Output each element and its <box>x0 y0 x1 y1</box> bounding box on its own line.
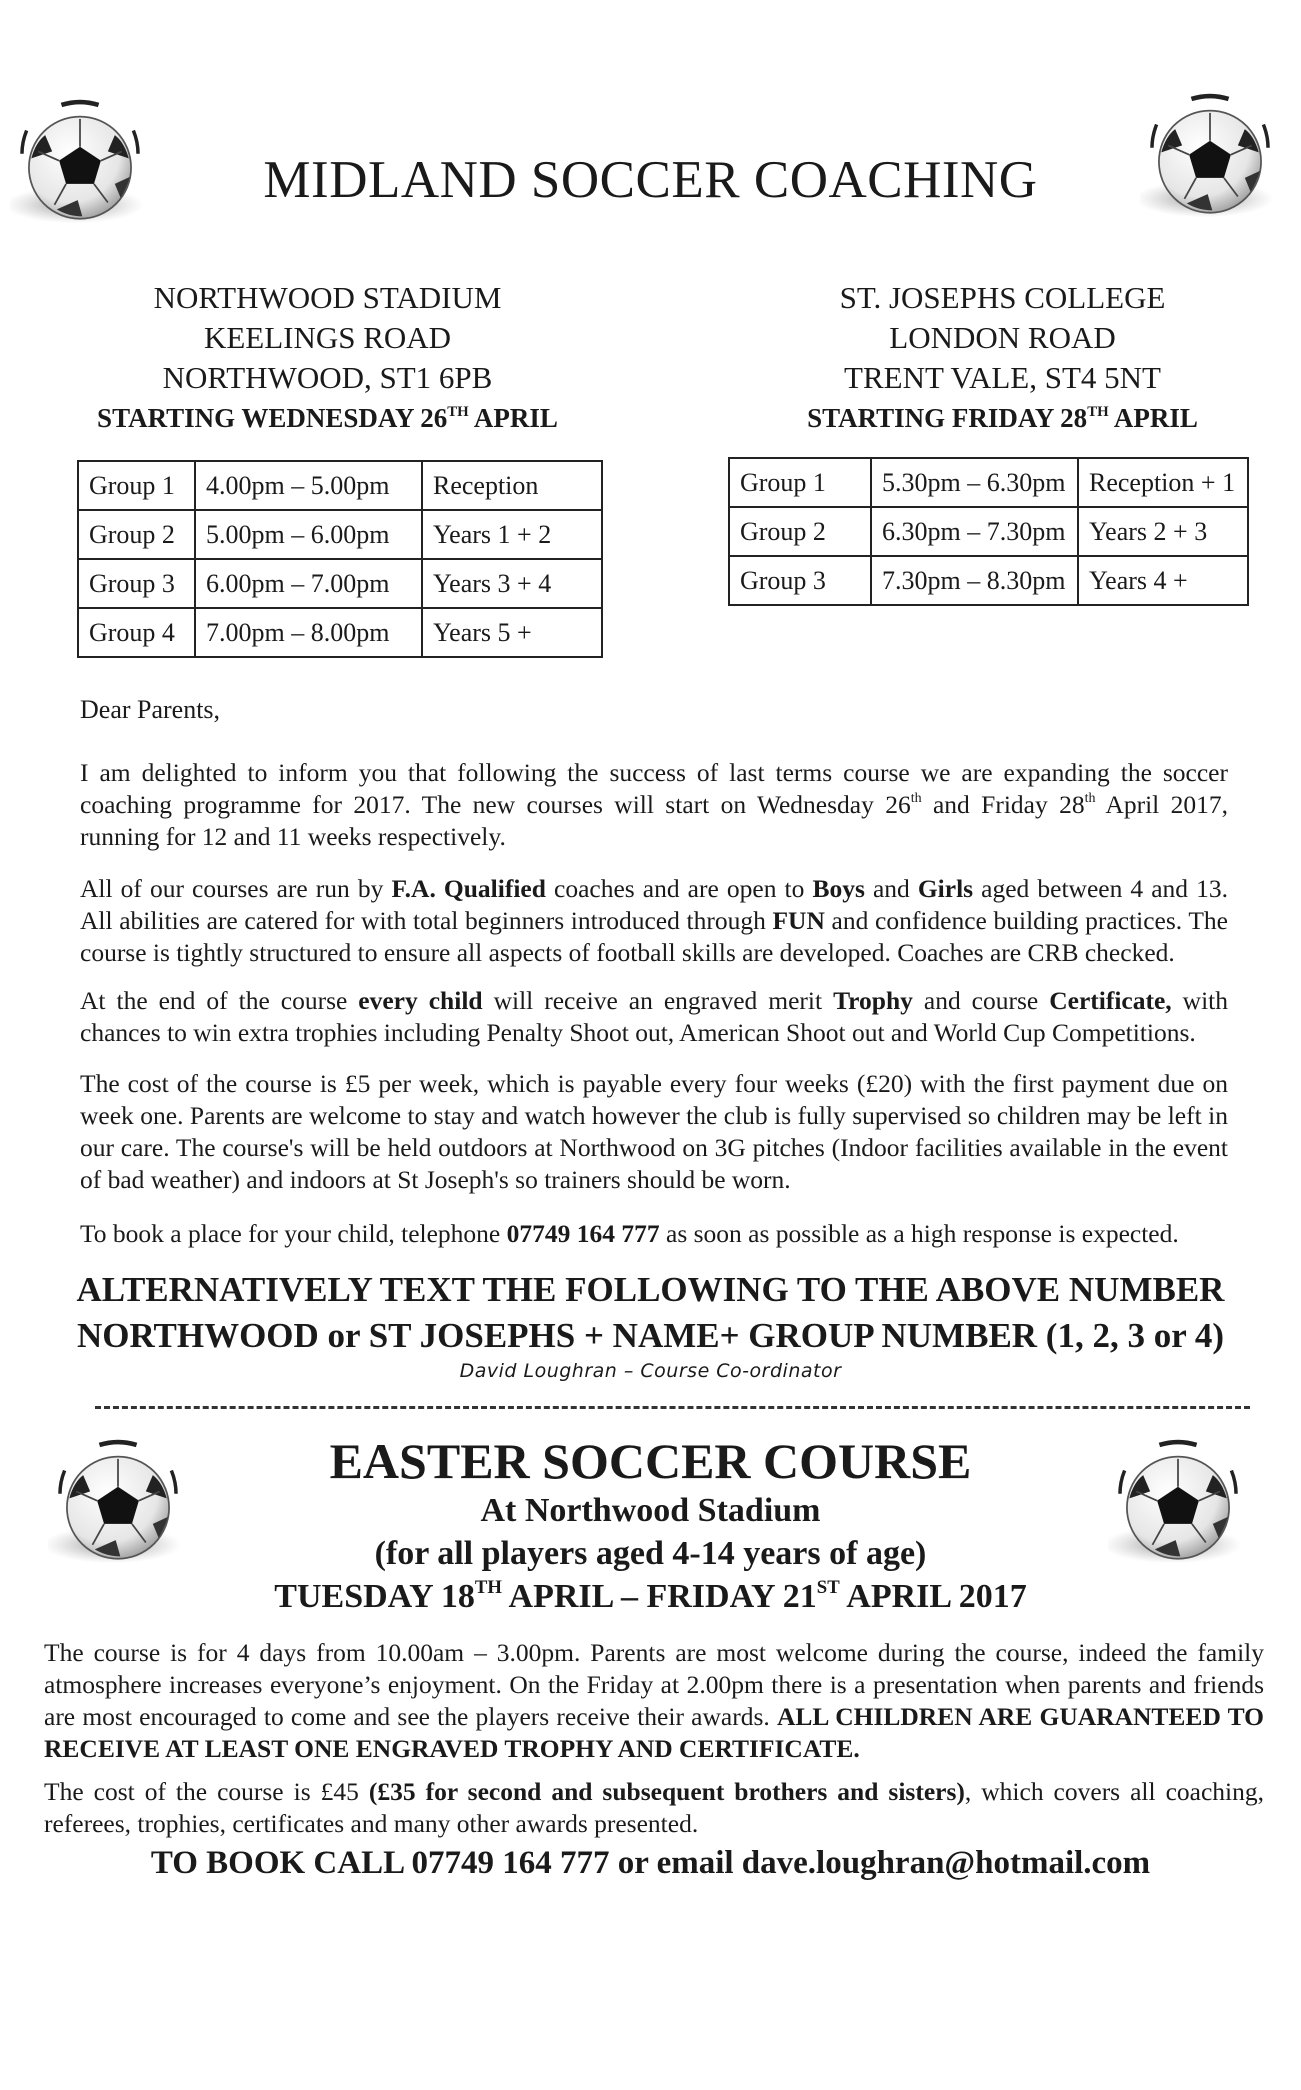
time-cell: 6.00pm – 7.00pm <box>195 559 422 608</box>
venue-line: TRENT VALE, ST4 5NT <box>844 360 1161 395</box>
signature: David Loughran – Course Co-ordinator <box>459 1360 842 1382</box>
dashed-divider <box>95 1406 1250 1409</box>
paragraph-intro: I am delighted to inform you that following the success of last terms course we are expanding the soccer coaching programme for 2017. The new courses will start on Wednesday 26th and Friday 28th April 2017, running for 12 and 11 weeks respectively. <box>80 758 1228 851</box>
group-cell: Group 2 <box>78 510 195 559</box>
start-date: STARTING WEDNESDAY 26TH APRIL <box>97 403 558 433</box>
easter-paragraph-cost: The cost of the course is £45 (£35 for second and subsequent brothers and sisters), which covers all coaching, referees, trophies, certificates and many other awards presented. <box>44 1777 1264 1838</box>
table-row <box>729 556 1248 605</box>
venue-line: LONDON ROAD <box>889 320 1116 355</box>
time-cell: 5.00pm – 6.00pm <box>195 510 422 559</box>
group-cell: Group 1 <box>78 461 195 510</box>
time-cell: 4.00pm – 5.00pm <box>195 461 422 510</box>
table-row <box>729 507 1248 556</box>
years-cell: Years 1 + 2 <box>422 510 602 559</box>
table-row <box>78 461 602 510</box>
group-cell: Group 2 <box>729 507 871 556</box>
venue-line: NORTHWOOD, ST1 6PB <box>162 360 493 395</box>
group-cell: Group 1 <box>729 458 871 507</box>
schedule-table-st-josephs <box>728 457 1249 606</box>
table-row <box>729 458 1248 507</box>
group-cell: Group 4 <box>78 608 195 657</box>
easter-paragraph-details: The course is for 4 days from 10.00am – 3.00pm. Parents are most welcome during the course, indeed the family atmosphere increases everyone’s enjoyment. On the Friday at 2.00pm there is a presentation when parents and friends are most encouraged to come and see the players receive their awards. ALL CHILDREN ARE GUARANTEED TO RECEIVE AT LEAST ONE ENGRAVED TROPHY AND CERTIFICATE. <box>44 1638 1264 1763</box>
group-cell: Group 3 <box>729 556 871 605</box>
venue-line: ST. JOSEPHS COLLEGE <box>839 280 1166 315</box>
text-instructions-line2: NORTHWOOD or ST JOSEPHS + NAME+ GROUP NUMBER (1, 2, 3 or 4) <box>76 1316 1225 1355</box>
table-row <box>78 559 602 608</box>
page-title: MIDLAND SOCCER COACHING <box>263 151 1038 209</box>
paragraph-cost: The cost of the course is £5 per week, which is payable every four weeks (£20) with the first payment due on week one. Parents are welcome to stay and watch however the club is fully supervised so children may be left in our care. The course's will be held outdoors at Northwood on 3G pitches (Indoor facilities available in the event of bad weather) and indoors at St Joseph's so trainers should be worn. <box>80 1069 1228 1194</box>
years-cell: Reception + 1 <box>1078 458 1248 507</box>
time-cell: 7.00pm – 8.00pm <box>195 608 422 657</box>
group-cell: Group 3 <box>78 559 195 608</box>
time-cell: 7.30pm – 8.30pm <box>871 556 1078 605</box>
years-cell: Reception <box>422 461 602 510</box>
venue-line: KEELINGS ROAD <box>203 320 452 355</box>
salutation: Dear Parents, <box>80 695 221 724</box>
years-cell: Years 2 + 3 <box>1078 507 1248 556</box>
time-cell: 5.30pm – 6.30pm <box>871 458 1078 507</box>
paragraph-booking: To book a place for your child, telephone 07749 164 777 as soon as possible as a high response is expected. <box>80 1219 1179 1248</box>
table-row <box>78 510 602 559</box>
paragraph-awards: At the end of the course every child will receive an engraved merit Trophy and course Certificate, with chances to win extra trophies including Penalty Shoot out, American Shoot out and World Cup Competitions. <box>80 986 1229 1047</box>
start-date: STARTING FRIDAY 28TH APRIL <box>807 403 1198 433</box>
booking-contact: TO BOOK CALL 07749 164 777 or email dave.loughran@hotmail.com <box>150 1845 1151 1881</box>
easter-ages: (for all players aged 4-14 years of age) <box>374 1535 927 1572</box>
time-cell: 6.30pm – 7.30pm <box>871 507 1078 556</box>
easter-title: EASTER SOCCER COURSE <box>329 1433 972 1489</box>
easter-dates: TUESDAY 18TH APRIL – FRIDAY 21ST APRIL 2017 <box>274 1576 1027 1615</box>
schedule-table-northwood <box>77 460 603 658</box>
table-row <box>78 608 602 657</box>
years-cell: Years 5 + <box>422 608 602 657</box>
venue-line: NORTHWOOD STADIUM <box>153 280 502 315</box>
years-cell: Years 4 + <box>1078 556 1248 605</box>
venue-northwood <box>85 278 570 438</box>
venue-st-josephs <box>745 278 1260 438</box>
text-instructions-line1: ALTERNATIVELY TEXT THE FOLLOWING TO THE ABOVE NUMBER <box>76 1270 1225 1309</box>
years-cell: Years 3 + 4 <box>422 559 602 608</box>
paragraph-coaches: All of our courses are run by F.A. Qualified coaches and are open to Boys and Girls aged between 4 and 13. All abilities are catered for with total beginners introduced through FUN and confidence building practices. The course is tightly structured to ensure all aspects of football skills are developed. Coaches are CRB checked. <box>80 874 1228 967</box>
easter-venue: At Northwood Stadium <box>480 1492 821 1529</box>
